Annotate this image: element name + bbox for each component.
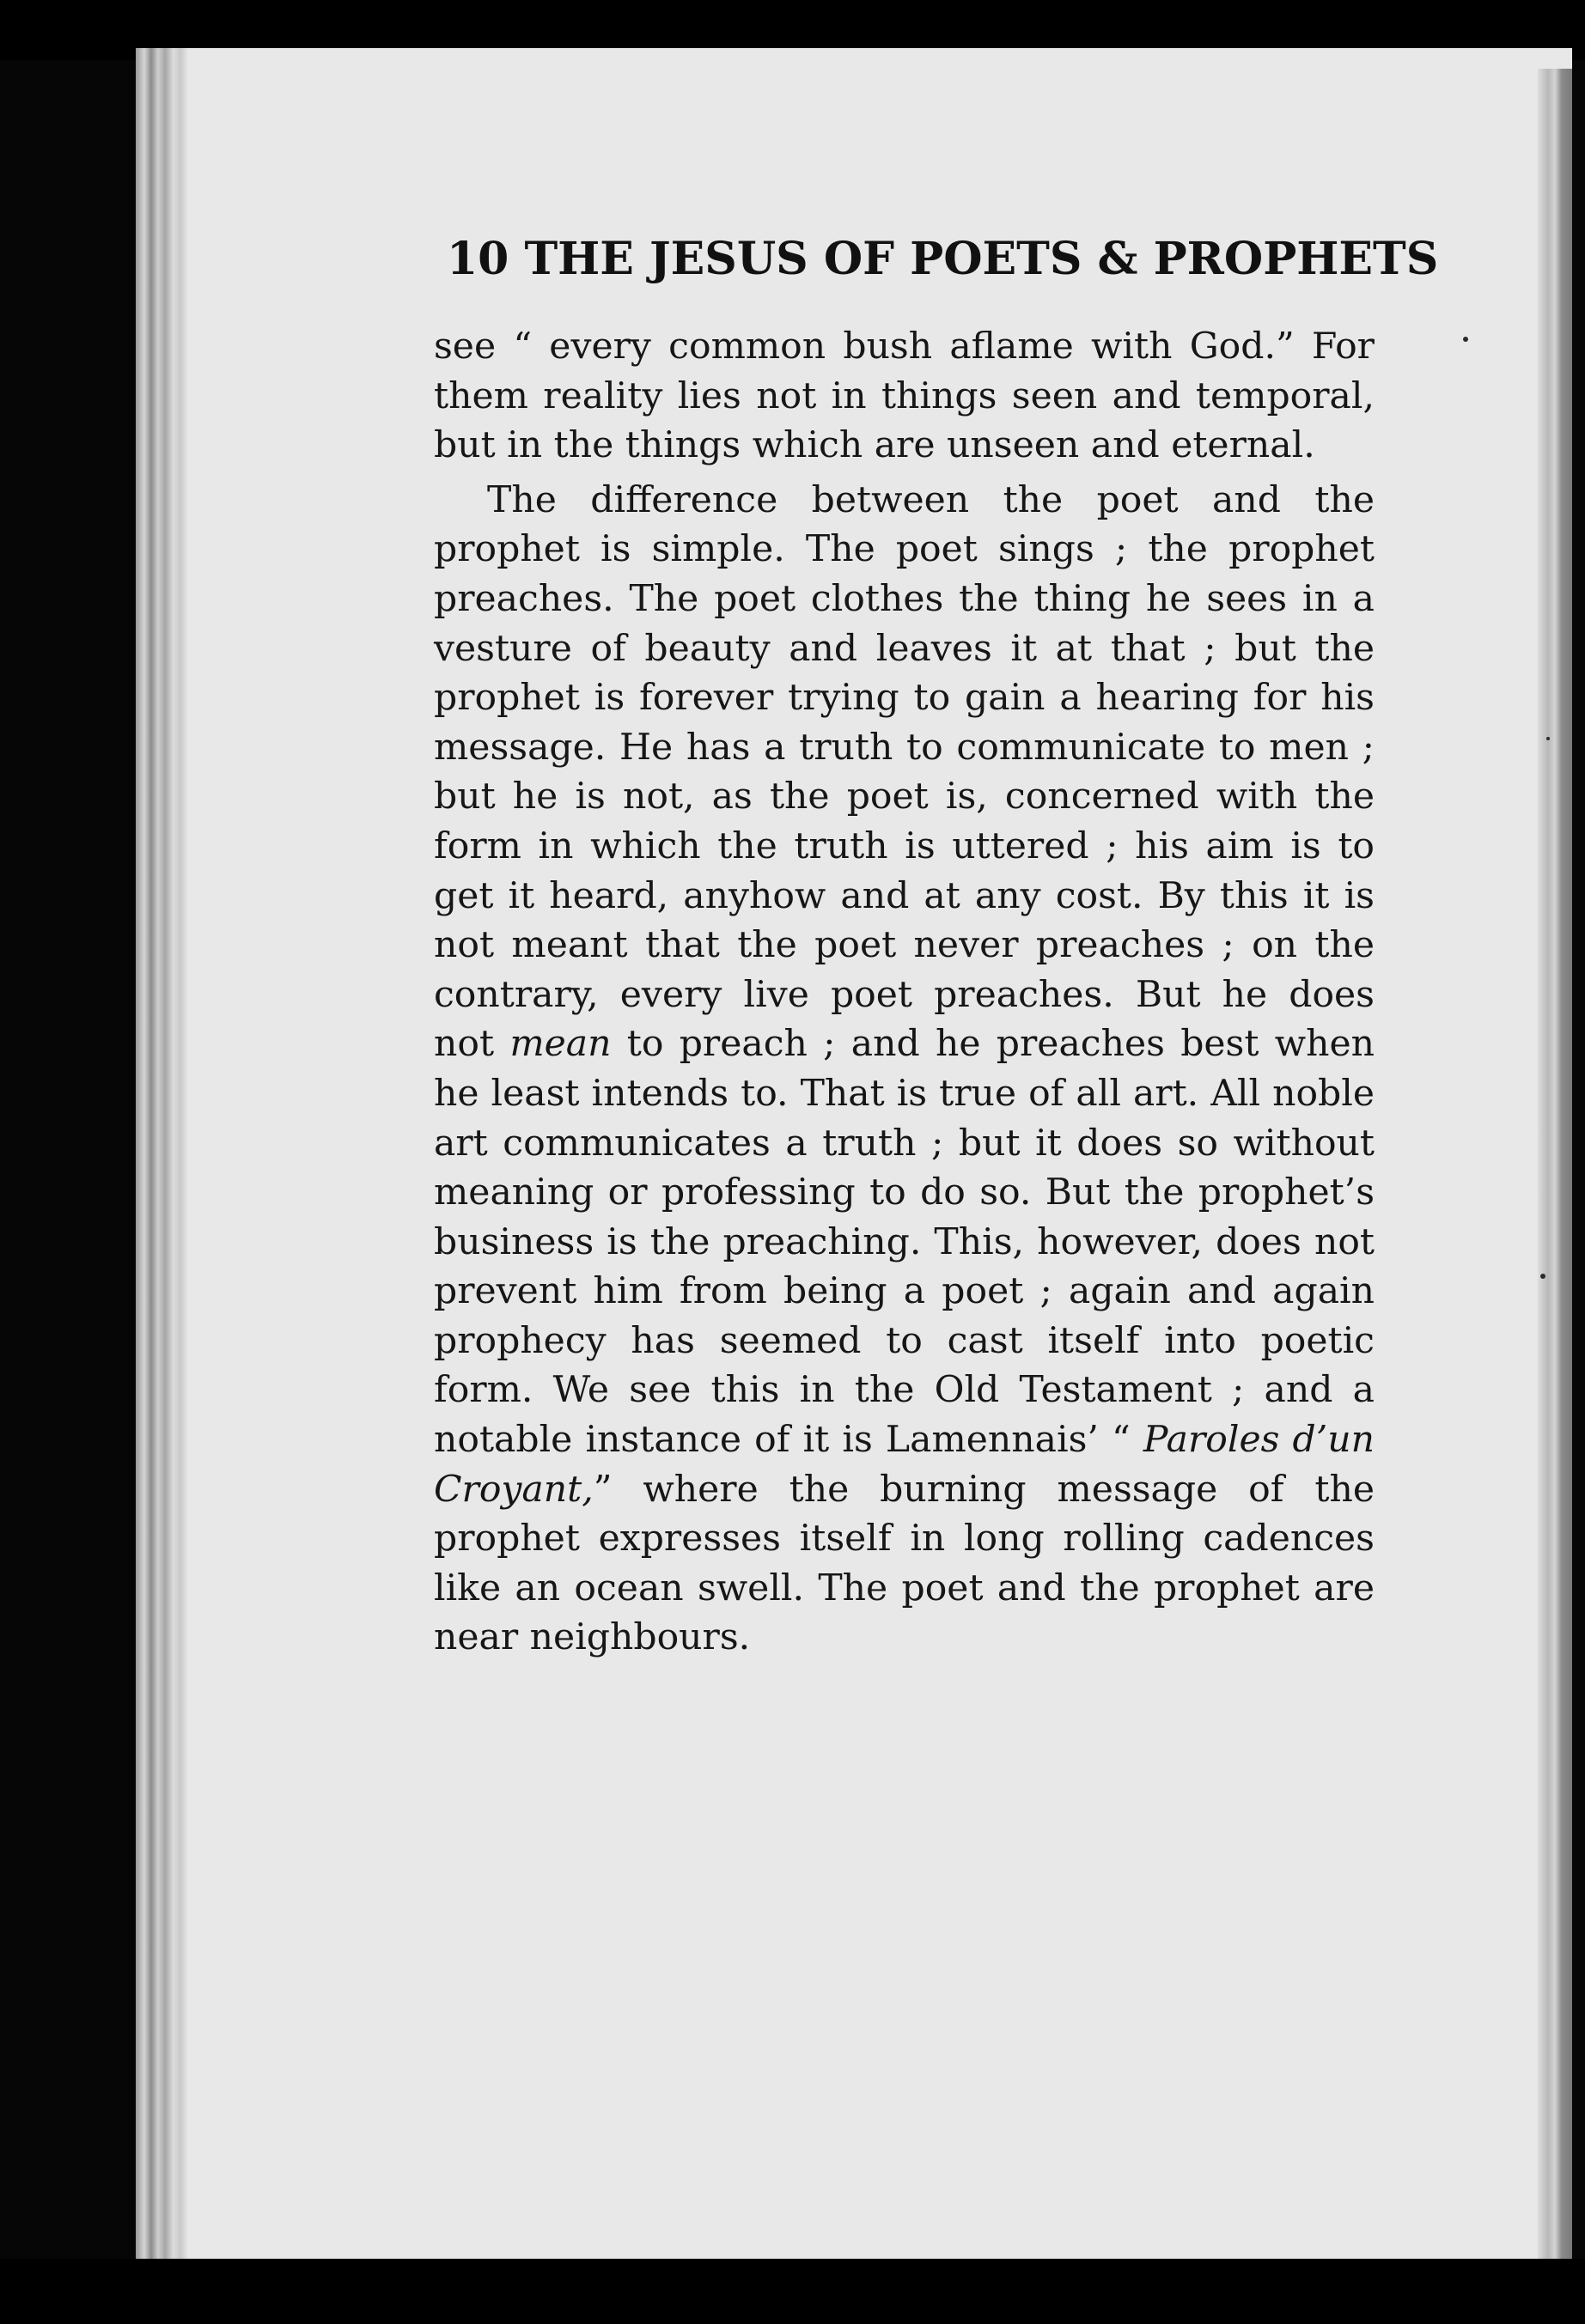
paragraph (434, 476, 1375, 1663)
text-run: The difference between the poet and the prophet is simple. The poet sings ; the prophet preaches. The poet clothes the thing he sees in a vesture of beauty and leaves it at that ; but the prophet is forever trying to gain a hearing for his message. He has a truth to communicate to men ; but he is not, as the poet is, concerned with the form in which the truth is uttered ; his aim is to get it heard, anyhow and at any cost. By this it is not meant that the poet never preaches ; on the contrary, every live poet preaches. But he does not (434, 478, 1375, 1066)
text-run: to preach ; and he preaches best when he least intends to. That is true of all art. All noble art communicates a truth ; but it does so without meaning or professing to do so. But the prophet’s business is the preaching. This, however, does not prevent him from being a poet ; again and again prophecy has seemed to cast itself into poetic form. We see this in the Old Testament ; and a notable instance of it is Lamennais’ “ (434, 1023, 1375, 1462)
book-title: Paroles d’un Croyant, (434, 1419, 1375, 1511)
emphasized-word: mean (509, 1023, 612, 1066)
scan-speck (1463, 337, 1468, 342)
book-page-edge-right (1538, 69, 1572, 2267)
book-gutter-left (136, 48, 187, 2272)
running-head: 10 THE JESUS OF POETS & PROPHETS (447, 233, 1439, 285)
paragraph: see “ every common bush aflame with God.” For them reality lies not in things seen and temporal, but in the things which are unseen and eternal. (434, 325, 1375, 467)
scan-bottom-border (0, 2259, 1585, 2324)
scan-speck (1540, 1274, 1545, 1279)
scan-speck (1546, 737, 1550, 740)
body-text (434, 322, 1375, 1663)
text-run: ” where the burning message of the prophet expresses itself in long rolling cadences like an ocean swell. The poet and the prophet are near neighbours. (434, 1468, 1375, 1659)
